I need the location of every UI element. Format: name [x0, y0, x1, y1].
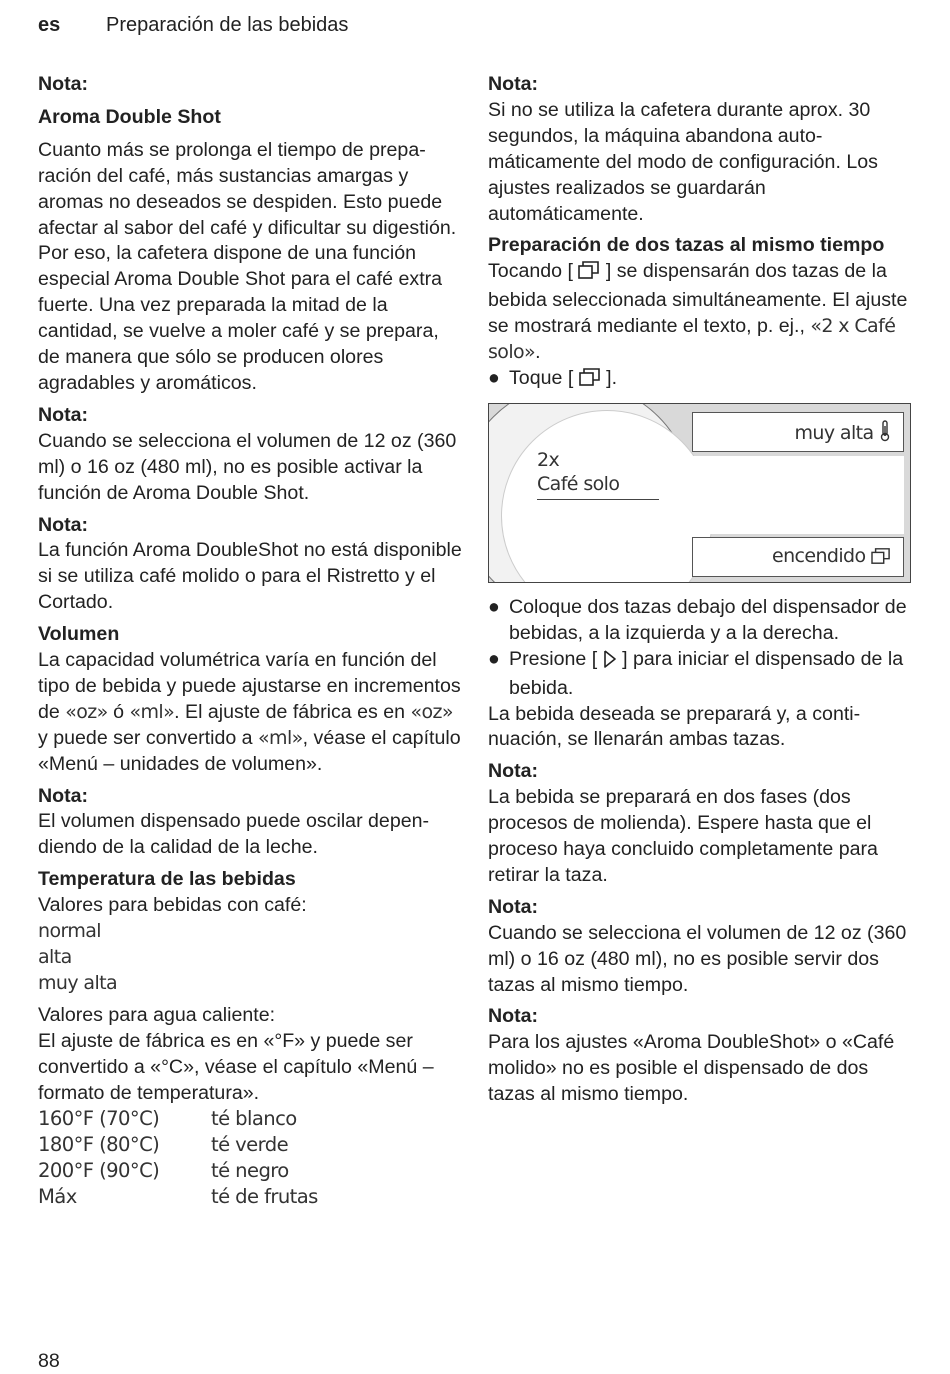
- note-text: Para los ajustes «Aroma DoubleShot» o «Café molido» no es posible el dispensado de dos tazas al mismo tiempo.: [488, 1031, 895, 1106]
- note-text: Cuando se selecciona el volumen de 12 oz (360 ml) o 16 oz (480 ml), no es posible activar la función de Aroma Double Shot.: [38, 429, 457, 504]
- temperature-heading: Temperatura de las bebidas: [38, 868, 296, 891]
- two-cups-paragraph: Tocando [ ] se dispensarán dos tazas de la bebida seleccionada simultáneamente. El ajuste se mostrará mediante el texto, p. ej., «2 x Café solo».: [488, 260, 908, 364]
- volumen-paragraph: La capacidad volumétrica varía en función del tipo de bebida y puede ajustarse en incrementos de «oz» ó «ml». El ajuste de fábrica es en «oz» y puede ser convertido a «ml», véase el capítulo «Menú – unidades de volumen».: [38, 649, 461, 775]
- temp-value: alta: [38, 946, 72, 968]
- tea-row: Máx té de frutas: [38, 1185, 318, 1209]
- list-item: ● Presione [ ] para iniciar el dispensado de la bebida.: [488, 647, 904, 699]
- note-label: Nota:: [38, 403, 89, 426]
- volumen-heading: Volumen: [38, 623, 120, 646]
- thermometer-icon: [879, 420, 891, 447]
- note-label: Nota:: [488, 760, 539, 783]
- page-header: [38, 14, 348, 37]
- list-item: ● Toque [ ].: [488, 366, 916, 395]
- display-two-cups-panel: [692, 537, 904, 577]
- play-icon: [603, 650, 617, 676]
- display-two-cups-label: encendido: [772, 545, 891, 570]
- language-code: es: [38, 14, 61, 36]
- tea-row: 160°F (70°C) té blanco: [38, 1107, 297, 1131]
- water-values-text: El ajuste de fábrica es en «°F» y puede ser convertido a «°C», véase el capítulo «Menú – formato de temperatura».: [38, 1029, 434, 1104]
- tea-row: 200°F (90°C) té negro: [38, 1159, 289, 1183]
- right-column: [488, 72, 916, 1108]
- temp-value: normal: [38, 920, 101, 943]
- water-values-label: Valores para agua caliente:: [38, 1003, 276, 1026]
- display-drink-text: 2x Café solo: [537, 448, 620, 495]
- note-text: La función Aroma DoubleShot no está disponible si se utiliza café molido o para el Ristretto y el Cortado.: [38, 539, 462, 614]
- two-cups-icon: [871, 547, 891, 570]
- left-column: [38, 72, 463, 1210]
- note-label: Nota:: [488, 895, 539, 918]
- display-underline: [537, 499, 659, 500]
- two-cups-icon: [578, 260, 600, 288]
- two-cups-heading: Preparación de dos tazas al mismo tiempo: [488, 234, 885, 257]
- note-label: Nota:: [38, 513, 89, 536]
- note-label: Nota:: [488, 1005, 539, 1028]
- note-text: Cuando se selecciona el volumen de 12 oz (360 ml) o 16 oz (480 ml), no es posible servir dos tazas al mismo tiempo.: [488, 921, 907, 996]
- two-cups-icon: [579, 367, 601, 395]
- display-middle-panel: [692, 456, 904, 534]
- display-temperature-label: muy alta: [794, 420, 891, 447]
- aroma-paragraph: Cuanto más se prolonga el tiempo de prepa-ración del café, más sustancias amargas y aromas no deseados se despiden. Esto puede afectar al sabor del café y dificultar su digestión. Por eso, la cafetera dispone de una función especial Aroma Double Shot para el café extra fuerte. Una vez preparada la mitad de la cantidad, se vuelve a moler café y se prepara, de manera que sólo se producen olores agradables y aromáticos.: [38, 138, 457, 394]
- note-label: Nota:: [38, 73, 89, 95]
- tea-row: 180°F (80°C) té verde: [38, 1133, 289, 1157]
- section-title: Preparación de las bebidas: [106, 14, 349, 36]
- temp-value: muy alta: [38, 971, 118, 994]
- result-text: La bebida deseada se preparará y, a conti-nuación, se llenarán ambas tazas.: [488, 702, 861, 751]
- note-text: La bebida se preparará en dos fases (dos procesos de molienda). Espere hasta que el proceso haya concluido completamente para retirar la taza.: [488, 786, 878, 886]
- display-temperature-panel: [692, 412, 904, 452]
- note-label: Nota:: [488, 73, 539, 95]
- note-text: El volumen dispensado puede oscilar depen-diendo de la calidad de la leche.: [38, 810, 430, 859]
- list-item: ● Coloque dos tazas debajo del dispensador de bebidas, a la izquierda y a la derecha.: [488, 595, 907, 644]
- page-number: 88: [38, 1350, 60, 1372]
- aroma-heading: Aroma Double Shot: [38, 105, 221, 128]
- coffee-values-label: Valores para bebidas con café:: [38, 894, 307, 917]
- note-text: Si no se utiliza la cafetera durante aprox. 30 segundos, la máquina abandona auto-máticamente del modo de configuración. Los ajustes realizados se guardarán automáticamente.: [488, 98, 878, 225]
- tea-table: [38, 1106, 463, 1210]
- note-label: Nota:: [38, 784, 89, 807]
- display-illustration: [488, 403, 911, 583]
